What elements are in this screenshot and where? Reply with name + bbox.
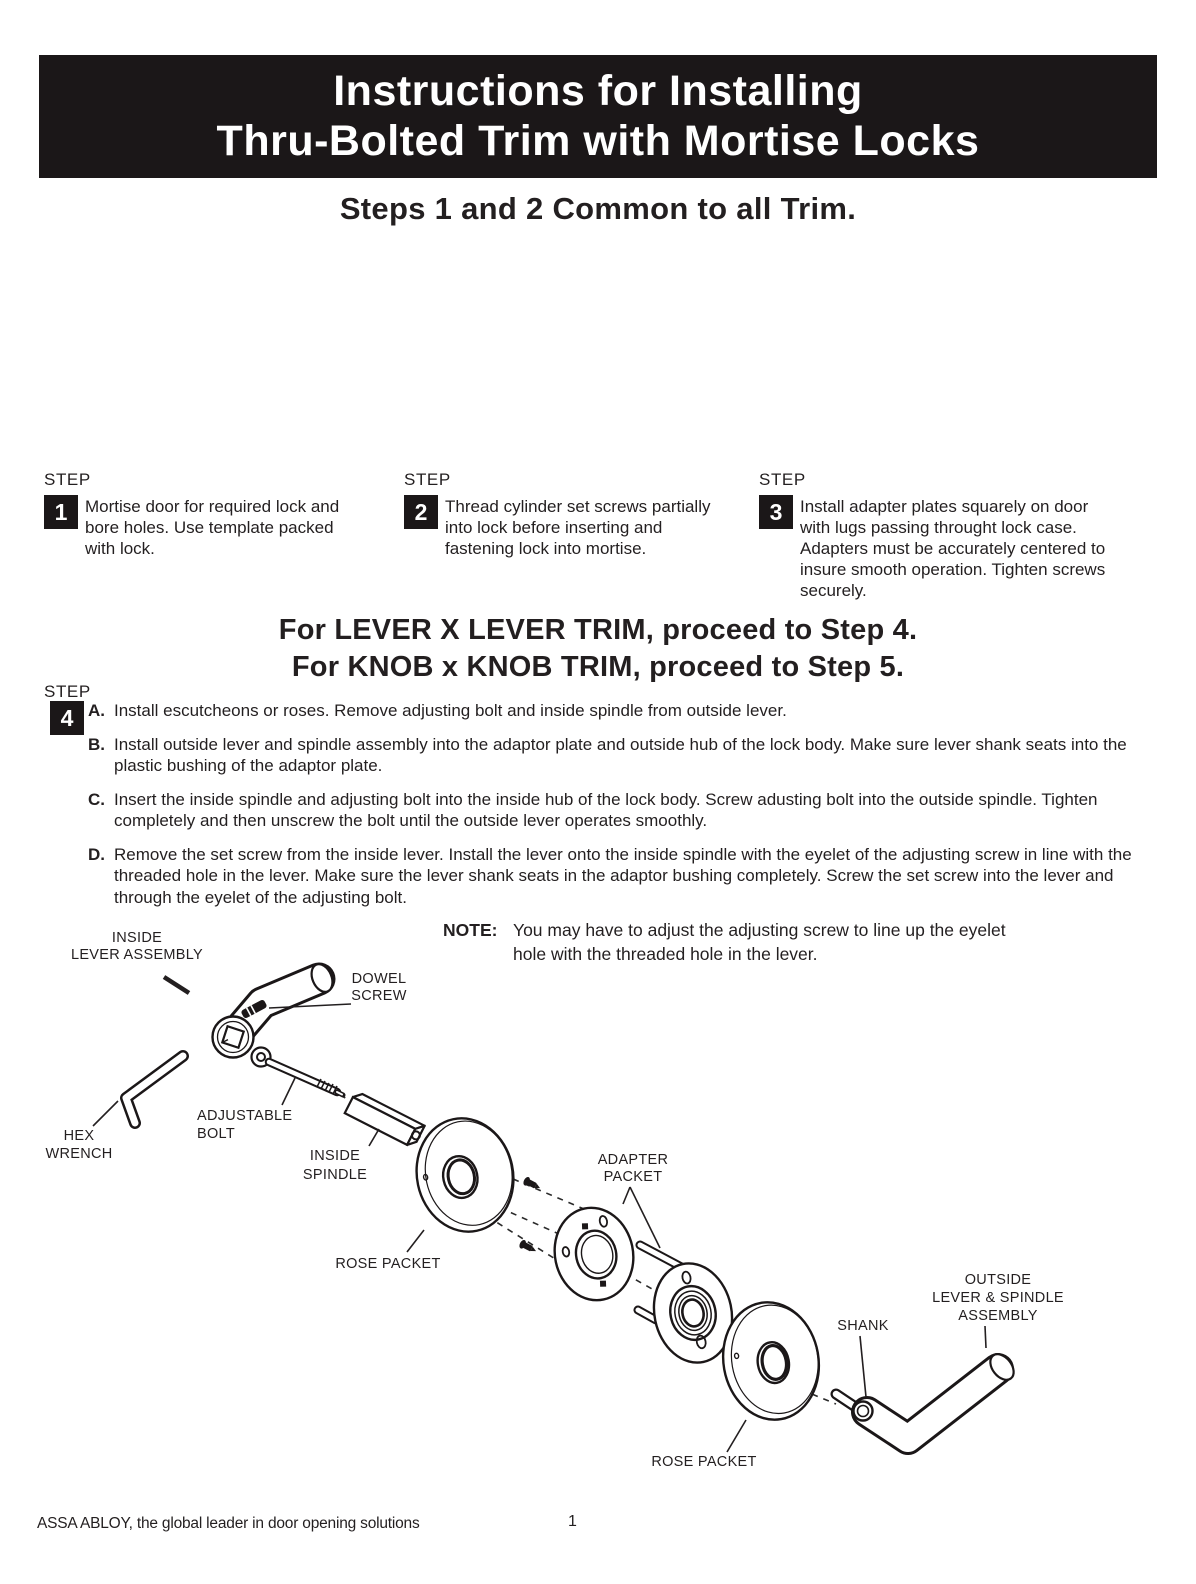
item-a-text: Install escutcheons or roses. Remove adjusting bolt and inside spindle from outside lever. (114, 701, 787, 720)
item-b-text: Install outside lever and spindle assembly into the adaptor plate and outside hub of the lock body. Make sure lever shank seats into the plastic bushing of the adaptor plate. (114, 734, 1127, 775)
hex-wrench-label-line2: WRENCH (45, 1146, 113, 1162)
rose-packet-outside-label: ROSE PACKET (651, 1454, 757, 1470)
item-c-text: Insert the inside spindle and adjusting bolt into the inside hub of the lock body. Screw adusting bolt into the outside spindle. Tighten completely and then unscrew the bolt until the outside lever operates smoothly. (114, 789, 1098, 830)
step-4-item-b (88, 734, 1166, 777)
dowel-screw-label-line1: DOWEL (351, 971, 407, 987)
step-1-number-badge: 1 (44, 495, 78, 529)
hex-wrench-drawing (126, 1056, 183, 1123)
step-4-number-badge: 4 (50, 701, 84, 735)
note-text-line2: hole with the threaded hole in the lever. (513, 944, 818, 964)
proceed-line2: For KNOB x KNOB TRIM, proceed to Step 5. (291, 651, 905, 683)
adjustable-bolt-drawing (252, 1048, 344, 1096)
adapter-plate-inside-drawing (546, 1200, 642, 1307)
item-c-letter: C. (88, 789, 105, 809)
note-text-line1: You may have to adjust the adjusting screw to line up the eyelet (513, 920, 1006, 940)
footer-company-tagline: ASSA ABLOY, the global leader in door opening solutions (37, 1515, 420, 1532)
outside-lever-label-line1: OUTSIDE (964, 1272, 1032, 1288)
step-4-item-d (88, 844, 1166, 909)
document-title-line1: Instructions for Installing (333, 67, 863, 115)
step-3-text: Install adapter plates squarely on door with lugs passing throught lock case. Adapters must be accurately centered to insure smooth operation. Tighten screws securely. (800, 497, 1106, 600)
proceed-heading (0, 612, 1196, 686)
step-2-number-badge: 2 (404, 495, 438, 529)
inside-spindle-drawing (345, 1091, 425, 1148)
adjustable-bolt-label-line2: BOLT (197, 1126, 235, 1142)
exploded-parts-diagram (36, 920, 1160, 1500)
step-3-number-badge: 3 (759, 495, 793, 529)
outside-lever-label-line2: LEVER & SPINDLE (932, 1290, 1064, 1306)
document-subtitle: Steps 1 and 2 Common to all Trim. (339, 191, 857, 226)
document-title-line2: Thru-Bolted Trim with Mortise Locks (216, 117, 980, 165)
dowel-screw-label-line2: SCREW (351, 988, 407, 1004)
item-d-text: Remove the set screw from the inside lever. Install the lever onto the inside spindle with the eyelet of the adjusting screw in line with the threaded hole in the lever. Make sure the lever shank seats in the adaptor bushing completely. Screw the set screw into the lever and through the eyelet of the adjusting bolt. (114, 844, 1132, 907)
proceed-line1: For LEVER X LEVER TRIM, proceed to Step 4. (278, 614, 918, 646)
note-text (513, 918, 1006, 966)
step-4-item-list (88, 700, 1166, 920)
rose-packet-inside-label: ROSE PACKET (335, 1256, 441, 1272)
step-1-word: STEP (44, 470, 91, 489)
item-a-letter: A. (88, 701, 105, 720)
outside-lever-label-line3: ASSEMBLY (958, 1308, 1038, 1324)
inside-lever-drawing (213, 961, 337, 1058)
footer-page-number: 1 (568, 1513, 577, 1530)
inside-lever-label-line2: LEVER ASSEMBLY (70, 947, 204, 963)
step-4-word: STEP (44, 682, 91, 701)
inside-spindle-label-line2: SPINDLE (302, 1167, 368, 1183)
step-3-word: STEP (759, 470, 806, 489)
item-b-letter: B. (88, 734, 105, 754)
step-4-item-c (88, 789, 1166, 832)
note-label: NOTE: (443, 920, 498, 940)
item-d-letter: D. (88, 844, 105, 864)
note-block (443, 918, 1006, 966)
step-3-block (759, 470, 1111, 601)
hex-wrench-label-line1: HEX (63, 1128, 95, 1144)
step-2-word: STEP (404, 470, 451, 489)
shank-label: SHANK (837, 1318, 889, 1334)
inside-spindle-label-line1: INSIDE (309, 1148, 361, 1164)
inside-lever-label-line1: INSIDE (111, 930, 163, 946)
title-banner (39, 55, 1157, 178)
step-1-block (44, 470, 362, 559)
step-1-text: Mortise door for required lock and bore holes. Use template packed with lock. (85, 497, 340, 558)
step-2-block (404, 470, 730, 559)
adapter-packet-label-line2: PACKET (603, 1169, 663, 1185)
step-4-item-a (88, 700, 1166, 722)
step-2-text: Thread cylinder set screws partially into lock before inserting and fastening lock into mortise. (445, 497, 711, 558)
mounting-screw-2 (518, 1239, 538, 1255)
adapter-packet-label-line1: ADAPTER (597, 1152, 669, 1168)
adjustable-bolt-label-line1: ADJUSTABLE (197, 1108, 293, 1124)
